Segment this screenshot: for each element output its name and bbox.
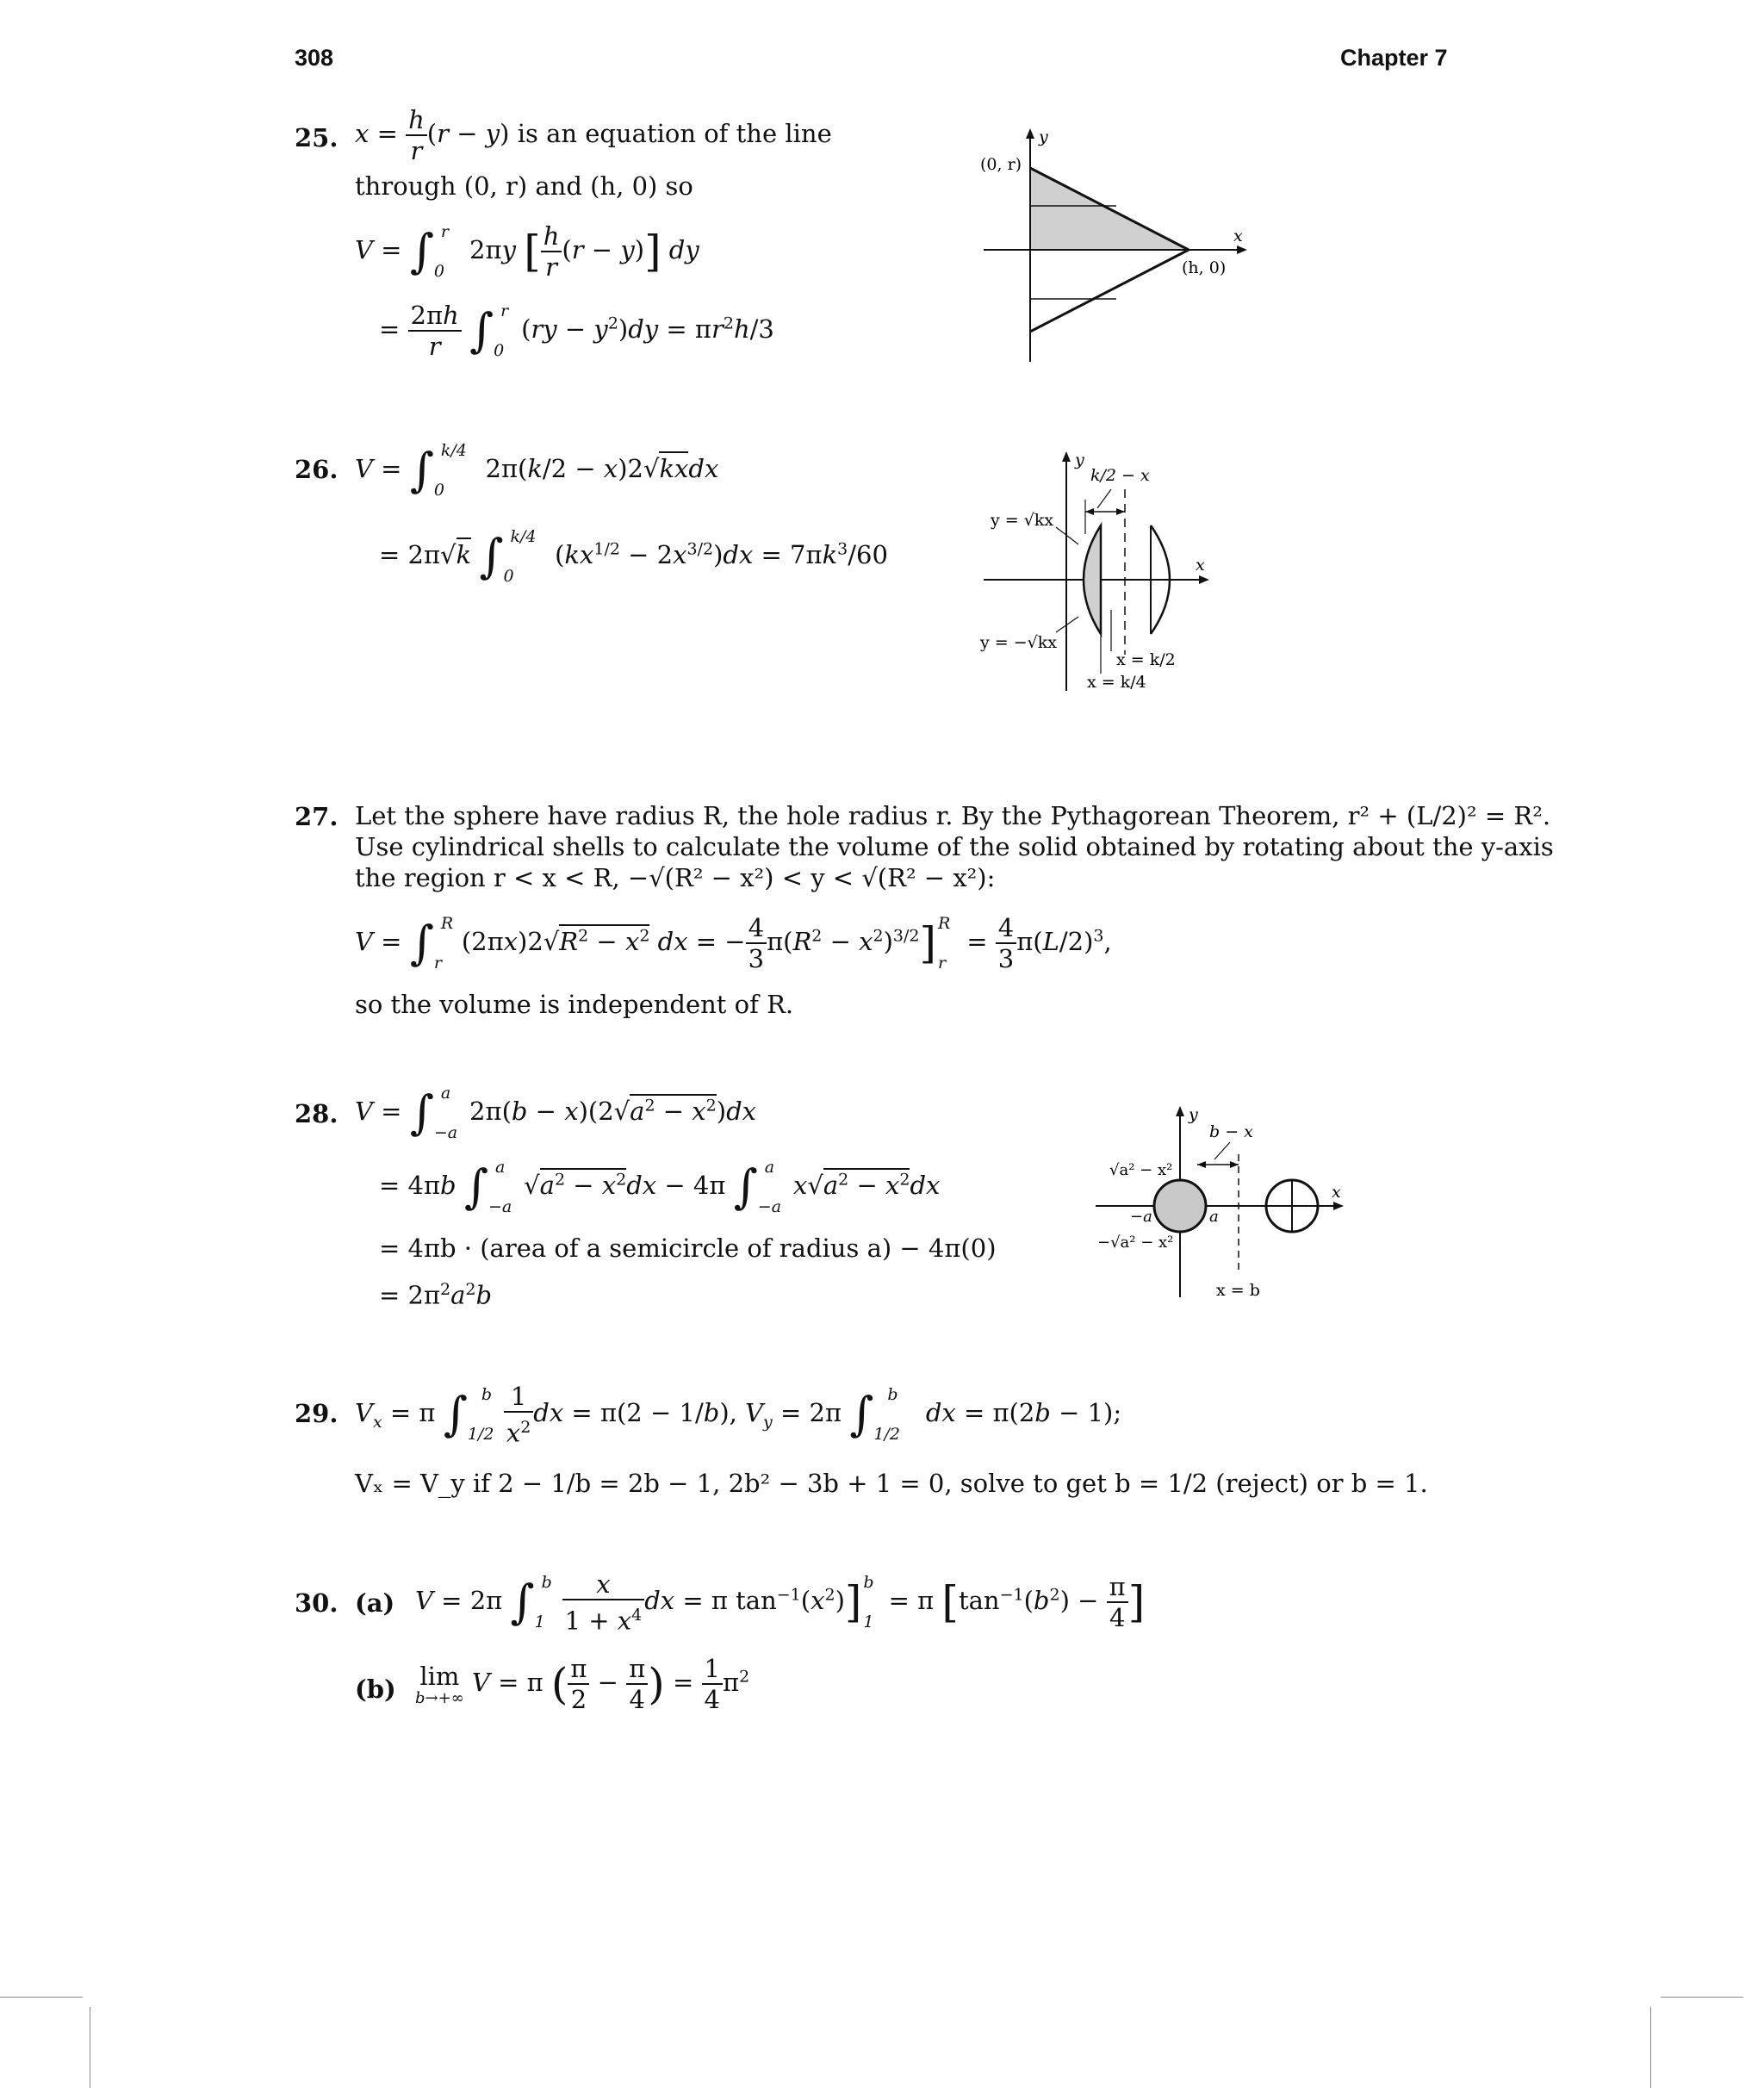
p30-eq-a: V = 2π ∫ b 1 $\frac{x}{1 + x^4}$ dx = π $\tan^{-1}(x^2)$] b 1 = π [$\tan^{-1}(b^2)$ − $\frac{\pi}{4}$ ]: [415, 1569, 1146, 1636]
bottom-label: −√a² − x²: [1097, 1234, 1174, 1252]
bottom-curve-label: y = −√kx: [980, 633, 1057, 652]
shaded-region: [1084, 525, 1101, 634]
p27-text2: Use cylindrical shells to calculate the volume of the solid obtained by rotating about the y-axis: [355, 832, 1554, 861]
x-label: x: [1332, 1183, 1341, 1202]
p27-eq: V = ∫ R r $(2\pi x)2√R^2 - x^2$ dx = − $\frac{4}{3}$ $\pi(R^2 - x^2)^{3/2}$] R r = $\frac{4}{3}$ $\pi(L/2)^3$,: [355, 913, 1112, 973]
crop-mark: [1661, 1997, 1743, 1998]
p29-eq1: $V_x = \pi$ ∫ b 1/2 $\frac{1}{x^2}$ dx = π(2 − 1/b), $V_y = 2\pi$ ∫ b 1/2 dx = π(2b − 1);: [355, 1381, 1122, 1448]
x-b-label: x = b: [1216, 1281, 1260, 1300]
lower-edge: [1030, 250, 1189, 332]
p26-eq2: = 2π√k ∫ k/4 0 $(kx^{1/2} - 2x^{3/2})dx = 7\pi k^3/60$: [379, 527, 888, 586]
p26-eq1: V = ∫ k/4 0 2π(k/2 − x)2√kxdx: [355, 441, 719, 500]
x-label: x: [1196, 556, 1205, 575]
p26-figure: [973, 448, 1232, 706]
arrow-head: [1230, 1161, 1239, 1168]
y-axis-arrow: [1026, 128, 1034, 139]
p27-text3: the region r < x < R, −√(R² − x²) < y < √(R² − x²):: [355, 863, 996, 892]
top-curve-label: y = √kx: [991, 511, 1054, 530]
point-0r: (0, r): [980, 155, 1022, 174]
crop-mark: [1650, 2007, 1651, 2088]
x-axis-arrow: [1333, 1202, 1344, 1210]
problem-number: 28.: [295, 1099, 339, 1128]
leader: [1214, 1142, 1230, 1159]
p25-line1-text: is an equation of the line: [517, 119, 832, 148]
x-axis-arrow: [1199, 575, 1209, 584]
top-label: √a² − x²: [1109, 1161, 1173, 1179]
page-number: 308: [295, 45, 334, 71]
x-axis-arrow: [1237, 245, 1247, 254]
point-h0: (h, 0): [1182, 258, 1227, 277]
a-label: a: [1209, 1208, 1219, 1226]
neg-a-label: −a: [1130, 1208, 1152, 1226]
y-label: y: [1039, 127, 1048, 146]
p27-text1: Let the sphere have radius R, the hole radius r. By the Pythagorean Theorem, r² + (L/2)² = R².: [355, 801, 1551, 830]
p25-eq2: = $\frac{2\pi h}{r}$ ∫ r 0 $(ry - y^2)dy = \pi r^2h/3$: [379, 301, 774, 361]
problem-number: 30.: [295, 1588, 339, 1618]
p29-line2: Vₓ = V_y if 2 − 1/b = 2b − 1, 2b² − 3b + 1 = 0, solve to get b = 1/2 (reject) or b = 1.: [355, 1469, 1428, 1498]
arrow-head: [1116, 508, 1125, 515]
p28-figure: [1094, 1103, 1352, 1309]
arrow-head: [1085, 508, 1094, 515]
problem-number: 25.: [295, 123, 339, 152]
distance-label: b − x: [1209, 1122, 1253, 1141]
part-b-label: (b): [355, 1675, 396, 1704]
part-a-label: (a): [355, 1588, 395, 1618]
p25-figure: [973, 125, 1258, 366]
problem-number: 26.: [295, 455, 339, 484]
p28-eq1: V = ∫ a −a $2\pi(b - x)(2√a^2 - x^2)dx$: [355, 1084, 756, 1142]
crop-mark: [0, 1997, 83, 1998]
y-axis-arrow: [1062, 451, 1071, 462]
y-label: y: [1075, 451, 1084, 469]
p25-line2: through (0, r) and (h, 0) so: [355, 171, 693, 201]
chapter-label: Chapter 7: [1340, 45, 1448, 71]
p27-text4: so the volume is independent of R.: [355, 990, 794, 1019]
p25-line1: x = $\frac{h}{r}$ (r − y) is an equation of the line: [355, 105, 832, 165]
p28-line3: = 4πb · (area of a semicircle of radius a) − 4π(0): [379, 1234, 997, 1263]
distance-label: k/2 − x: [1090, 466, 1150, 485]
p28-eq2: = 4πb ∫ a −a $√a^2 - x^2dx - 4\pi$ ∫ a −a $x√a^2 - x^2dx$: [379, 1158, 941, 1216]
problem-number: 29.: [295, 1399, 339, 1428]
x-label: x: [1233, 227, 1243, 245]
shaded-disk: [1154, 1180, 1206, 1232]
problem-number: 27.: [295, 802, 339, 831]
p30-eq-b: lim b→+∞ V = π ( $\frac{\pi}{2}$ − $\frac{\pi}{4}$ ) = $\frac{1}{4}$ $\pi^2$: [415, 1654, 750, 1714]
y-axis-arrow: [1176, 1106, 1184, 1116]
y-label: y: [1189, 1105, 1198, 1124]
x-quarter-label: x = k/4: [1087, 673, 1146, 692]
x-half-label: x = k/2: [1116, 650, 1176, 669]
p25-eq1: V = ∫ r 0 2πy [ $\frac{h}{r}$ (r − y)] dy: [355, 221, 699, 282]
arrow-head: [1197, 1161, 1206, 1168]
leader: [1097, 489, 1111, 508]
p28-line4: = $2\pi^2a^2b$: [379, 1280, 493, 1310]
